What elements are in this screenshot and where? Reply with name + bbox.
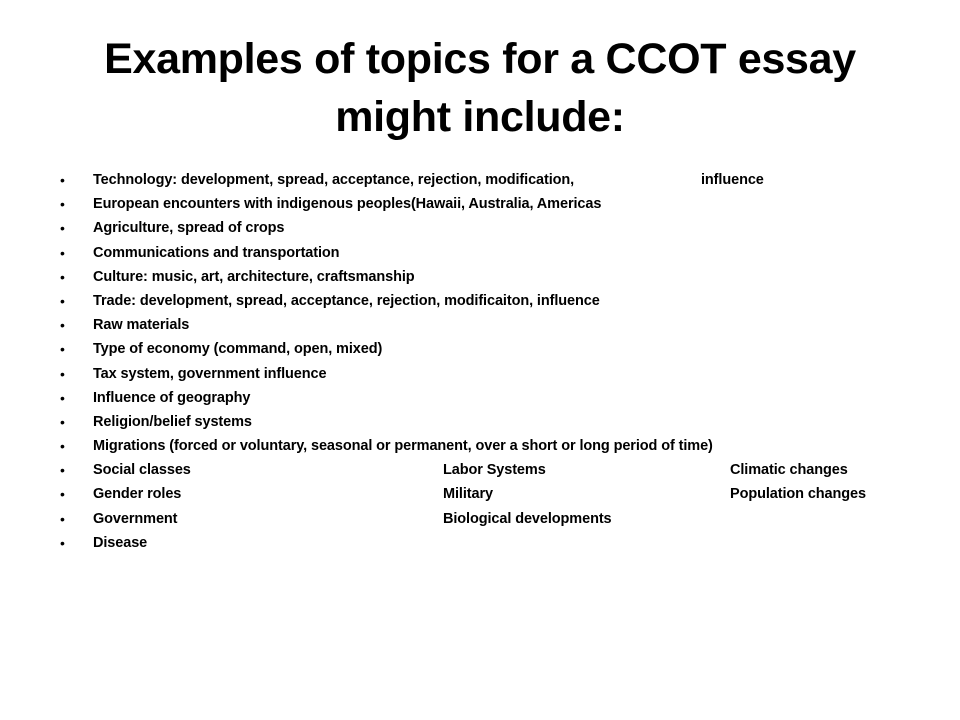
list-item-disease [60, 531, 940, 555]
list-item-raw-materials [60, 313, 940, 337]
list-item-geography [60, 386, 940, 410]
list-item-agriculture [60, 216, 940, 240]
list-item-column-3: Climatic changes [730, 462, 848, 479]
list-item-tax-system [60, 362, 940, 386]
bullet-dot: • [60, 389, 65, 406]
bullet-dot: • [60, 462, 65, 479]
list-item-technology [60, 168, 940, 192]
slide-title [40, 30, 920, 146]
list-item-text: Raw materials [93, 317, 190, 334]
list-item-column-1: Government [93, 510, 178, 527]
list-item-text: Culture: music, art, architecture, craftsmanship [93, 268, 415, 285]
bullet-dot: • [60, 438, 65, 455]
bullet-list [60, 168, 940, 555]
bullet-dot: • [60, 534, 65, 551]
list-item-text: Tax system, government influence [93, 365, 327, 382]
bullet-dot: • [60, 413, 65, 430]
list-item-trade [60, 289, 940, 313]
bullet-dot: • [60, 196, 65, 213]
list-item-multi-column [60, 507, 940, 531]
bullet-dot: • [60, 292, 65, 309]
list-item-text: Type of economy (command, open, mixed) [93, 341, 383, 358]
list-item-column-2: Military [443, 486, 493, 503]
list-item-column-2: Labor Systems [443, 462, 546, 479]
list-item-tab-text: influence [701, 172, 764, 188]
list-item-column-2: Biological developments [443, 510, 612, 527]
bullet-dot: • [60, 510, 65, 527]
list-item-column-1: Gender roles [93, 486, 182, 503]
list-item-column-3: Population changes [730, 486, 866, 503]
list-item-european-encounters [60, 192, 940, 216]
title-line-1: Examples of topics for a CCOT essay [104, 35, 856, 83]
bullet-dot: • [60, 172, 65, 188]
list-item-text: Migrations (forced or voluntary, seasonal or permanent, over a short or long period of time) [93, 438, 713, 455]
list-item-text: Communications and transportation [93, 244, 340, 261]
list-item-economy [60, 337, 940, 361]
bullet-dot: • [60, 365, 65, 382]
bullet-dot: • [60, 486, 65, 503]
bullet-dot: • [60, 220, 65, 237]
list-item-religion [60, 410, 940, 434]
list-item-migrations [60, 434, 940, 458]
bullet-dot: • [60, 244, 65, 261]
list-item-text: Trade: development, spread, acceptance, rejection, modificaiton, influence [93, 292, 600, 309]
title-line-2: might include: [335, 93, 625, 141]
list-item-text: Technology: development, spread, acceptance, rejection, modification, [93, 172, 575, 188]
list-item-text: Disease [93, 534, 148, 551]
list-item-culture [60, 265, 940, 289]
bullet-dot: • [60, 317, 65, 334]
list-item-communications [60, 241, 940, 265]
list-item-text: Religion/belief systems [93, 413, 252, 430]
bullet-dot: • [60, 341, 65, 358]
list-item-multi-column [60, 482, 940, 506]
list-item-text: Agriculture, spread of crops [93, 220, 285, 237]
list-item-text: European encounters with indigenous peoples(Hawaii, Australia, Americas [93, 196, 602, 213]
list-item-column-1: Social classes [93, 462, 191, 479]
bullet-dot: • [60, 268, 65, 285]
list-item-multi-column [60, 458, 940, 482]
list-item-text: Influence of geography [93, 389, 251, 406]
